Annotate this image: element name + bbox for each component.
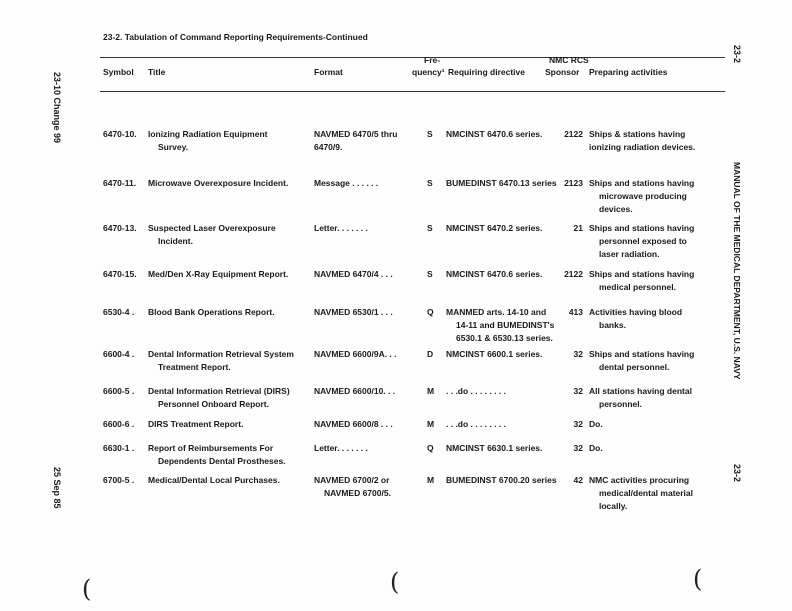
cell-activities: Ships and stations having [589, 223, 695, 233]
cell-activities: Do. [589, 443, 603, 453]
cell-directive: BUMEDINST 6470.13 series [446, 178, 557, 188]
cell-activities: devices. [599, 204, 633, 214]
cell-activities: personnel. [599, 399, 642, 409]
cell-symbol: 6470-11. [103, 178, 137, 188]
cell-format: NAVMED 6600/9A. . . [314, 349, 397, 359]
cell-symbol: 6530-4 . [103, 307, 135, 317]
header-activities: Preparing activities [589, 67, 668, 77]
cell-activities: Do. [589, 419, 603, 429]
cell-activities: Ships & stations having [589, 129, 686, 139]
cell-title: Med/Den X-Ray Equipment Report. [148, 269, 289, 279]
cell-directive: MANMED arts. 14-10 and [446, 307, 547, 317]
cell-activities: banks. [599, 320, 626, 330]
cell-activities: ionizing radiation devices. [589, 142, 696, 152]
cell-directive: NMCINST 6600.1 series. [446, 349, 543, 359]
cell-sponsor: 32 [573, 349, 583, 359]
margin-right-top: 23-2 [732, 45, 742, 64]
header-frequency-1: Fre- [424, 55, 441, 65]
cell-format: NAVMED 6700/2 or [314, 475, 390, 485]
cell-sponsor: 413 [568, 307, 583, 317]
cell-title: Personnel Onboard Report. [158, 399, 269, 409]
cell-title: DIRS Treatment Report. [148, 419, 244, 429]
header-title: Title [148, 67, 166, 77]
cell-directive: NMCINST 6470.6 series. [446, 129, 543, 139]
cell-activities: All stations having dental [589, 386, 692, 396]
cell-frequency: M [427, 419, 435, 429]
cell-activities: NMC activities procuring [589, 475, 690, 485]
cell-directive: NMCINST 6630.1 series. [446, 443, 543, 453]
cell-directive: BUMEDINST 6700.20 series [446, 475, 557, 485]
table-title: 23-2. Tabulation of Command Reporting Requirements-Continued [103, 32, 368, 42]
cell-activities: dental personnel. [599, 362, 670, 372]
cell-sponsor: 2122 [564, 129, 583, 139]
cell-directive: 6530.1 & 6530.13 series. [456, 333, 553, 343]
cell-frequency: Q [427, 307, 434, 317]
cell-format: Message . . . . . . [314, 178, 379, 188]
header-rule [100, 91, 725, 92]
header-directive: Requiring directive [448, 67, 525, 77]
cell-title: Dental Information Retrieval System [148, 349, 294, 359]
cell-title: Dental Information Retrieval (DIRS) [148, 386, 290, 396]
cell-symbol: 6600-5 . [103, 386, 135, 396]
cell-directive: 14-11 and BUMEDINST's [456, 320, 555, 330]
cell-sponsor: 21 [573, 223, 583, 233]
cell-title: Incident. [158, 236, 193, 246]
cell-directive: . . .do . . . . . . . . [446, 419, 506, 429]
cell-sponsor: 32 [573, 386, 583, 396]
cell-frequency: S [427, 129, 433, 139]
cell-directive: NMCINST 6470.2 series. [446, 223, 543, 233]
margin-right-middle: MANUAL OF THE MEDICAL DEPARTMENT, U.S. NAVY [732, 162, 742, 380]
cell-sponsor: 42 [573, 475, 583, 485]
cell-sponsor: 2122 [564, 269, 583, 279]
cell-activities: medical/dental material [599, 488, 694, 498]
cell-title: Dependents Dental Prostheses. [158, 456, 286, 466]
cell-title: Ionizing Radiation Equipment [148, 129, 268, 139]
cell-frequency: S [427, 269, 433, 279]
cell-activities: Activities having blood [589, 307, 683, 317]
cell-format: 6470/9. [314, 142, 343, 152]
binding-mark-center: ( [390, 568, 400, 596]
cell-symbol: 6470-10. [103, 129, 137, 139]
cell-format: NAVMED 6470/5 thru [314, 129, 398, 139]
cell-sponsor: 2123 [564, 178, 583, 188]
cell-title: Medical/Dental Local Purchases. [148, 475, 280, 485]
cell-symbol: 6700-5 . [103, 475, 135, 485]
cell-sponsor: 32 [573, 443, 583, 453]
header-format: Format [314, 67, 343, 77]
binding-mark-right: ( [693, 565, 703, 593]
cell-title: Microwave Overexposure Incident. [148, 178, 289, 188]
cell-format: NAVMED 6600/8 . . . [314, 419, 393, 429]
cell-symbol: 6630-1 . [103, 443, 135, 453]
cell-directive: NMCINST 6470.6 series. [446, 269, 543, 279]
cell-sponsor: 32 [573, 419, 583, 429]
margin-right-bottom: 23-2 [732, 464, 742, 483]
cell-format: NAVMED 6530/1 . . . [314, 307, 393, 317]
cell-frequency: S [427, 223, 433, 233]
cell-frequency: M [427, 386, 435, 396]
cell-activities: personnel exposed to [599, 236, 687, 246]
header-frequency-2: quency¹ [412, 67, 445, 77]
cell-title: Survey. [158, 142, 189, 152]
cell-frequency: D [427, 349, 434, 359]
cell-symbol: 6600-4 . [103, 349, 135, 359]
cell-frequency: S [427, 178, 433, 188]
binding-mark-left: ( [82, 575, 92, 603]
cell-symbol: 6470-13. [103, 223, 137, 233]
cell-frequency: M [427, 475, 435, 485]
cell-format: NAVMED 6700/5. [324, 488, 391, 498]
margin-left-top: 23-10 Change 99 [52, 72, 62, 144]
cell-format: NAVMED 6600/10. . . [314, 386, 396, 396]
cell-title: Report of Reimbursements For [148, 443, 274, 453]
cell-symbol: 6600-6 . [103, 419, 135, 429]
cell-activities: medical personnel. [599, 282, 676, 292]
cell-activities: Ships and stations having [589, 178, 695, 188]
cell-activities: Ships and stations having [589, 269, 695, 279]
cell-format: NAVMED 6470/4 . . . [314, 269, 393, 279]
top-rule [100, 57, 725, 58]
cell-title: Treatment Report. [158, 362, 231, 372]
cell-symbol: 6470-15. [103, 269, 137, 279]
header-symbol: Symbol [103, 67, 134, 77]
cell-activities: microwave producing [599, 191, 687, 201]
cell-activities: locally. [599, 501, 628, 511]
cell-frequency: Q [427, 443, 434, 453]
cell-activities: Ships and stations having [589, 349, 695, 359]
cell-title: Blood Bank Operations Report. [148, 307, 275, 317]
header-sponsor-1: NMC RCS [549, 55, 589, 65]
cell-activities: laser radiation. [599, 249, 660, 259]
cell-format: Letter. . . . . . . [314, 223, 368, 233]
cell-format: Letter. . . . . . . [314, 443, 368, 453]
margin-left-bottom: 25 Sep 85 [52, 467, 62, 509]
cell-title: Suspected Laser Overexposure [148, 223, 276, 233]
header-sponsor-2: Sponsor [545, 67, 580, 77]
cell-directive: . . .do . . . . . . . . [446, 386, 506, 396]
